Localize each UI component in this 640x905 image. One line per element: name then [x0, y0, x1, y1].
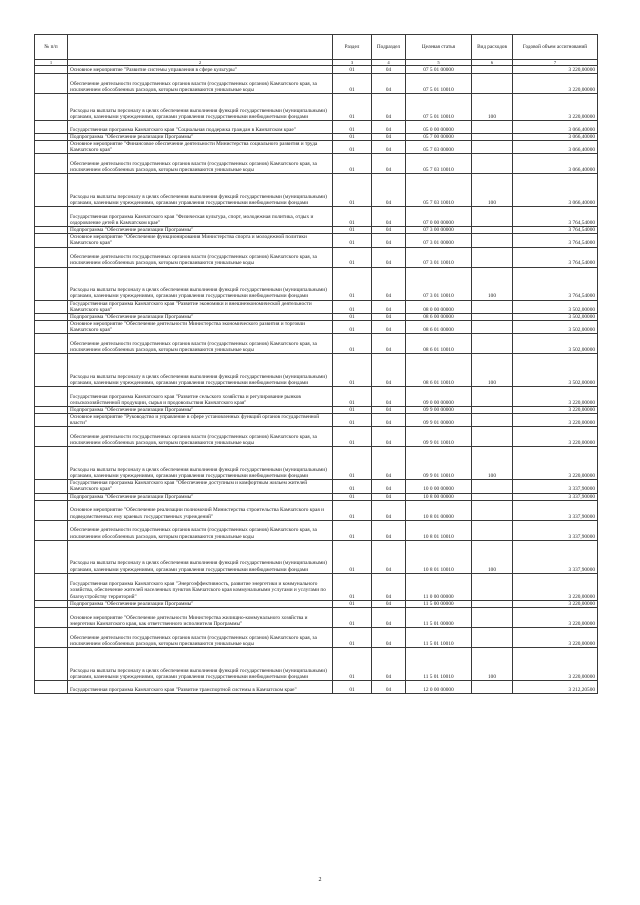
row-number-cell: [35, 134, 68, 141]
row-subsection-cell: 04: [372, 313, 406, 320]
row-name-cell: Обеспечение деятельности государственных органов власти (государственных органов) Камчатского края, за исключением обособленных расходов, которым присваиваются уникальные коды: [68, 520, 333, 540]
row-name-cell: Подпрограмма "Обеспечение реализации Программы": [68, 407, 333, 414]
row-name-cell: Обеспечение деятельности государственных органов власти (государственных органов) Камчатского края, за исключением обособленных расходов, которым присваиваются уникальные коды: [68, 334, 333, 354]
row-name-cell: Расходы на выплаты персоналу в целях обеспечения выполнения функций государственными (муниципальными) органами, казенными учреждениями, органами управления государственными внебюджетными фондами: [68, 94, 333, 121]
row-section-cell: 01: [333, 247, 372, 267]
table-row: [35, 493, 598, 500]
row-target-cell: 09 9 01 10010: [406, 447, 472, 480]
row-expense-cell: [472, 74, 513, 94]
row-target-cell: 10 8 01 00000: [406, 500, 472, 520]
row-amount-cell: 3 220,00000: [513, 94, 598, 121]
table-row: [35, 94, 598, 121]
row-amount-cell: 3 066,40000: [513, 121, 598, 134]
row-section-cell: 01: [333, 493, 372, 500]
row-amount-cell: 3 764,54000: [513, 207, 598, 227]
row-subsection-cell: 04: [372, 227, 406, 234]
row-target-cell: 05 7 00 00000: [406, 134, 472, 141]
table-row: [35, 627, 598, 647]
table-row: [35, 320, 598, 333]
table-body: [35, 66, 598, 694]
row-subsection-cell: 04: [372, 480, 406, 493]
row-number-cell: [35, 247, 68, 267]
row-expense-cell: [472, 407, 513, 414]
row-target-cell: 09 9 00 00000: [406, 407, 472, 414]
row-expense-cell: [472, 520, 513, 540]
row-name-cell: Расходы на выплаты персоналу в целях обеспечения выполнения функций государственными (муниципальными) органами, казенными учреждениями, органами управления государственными внебюджетными фондами: [68, 647, 333, 680]
table-row: [35, 407, 598, 414]
row-expense-cell: [472, 414, 513, 427]
row-subsection-cell: 04: [372, 74, 406, 94]
table-row: [35, 520, 598, 540]
row-name-cell: Государственная программа Камчатского края "Физическая культура, спорт, молодежная политика, отдых и оздоровление детей в Камчатском крае": [68, 207, 333, 227]
row-target-cell: 11 5 01 10010: [406, 627, 472, 647]
row-expense-cell: [472, 134, 513, 141]
row-subsection-cell: 04: [372, 334, 406, 354]
row-number-cell: [35, 647, 68, 680]
row-name-cell: Государственная программа Камчатского края "Социальная поддержка граждан в Камчатском крае": [68, 121, 333, 134]
table-row: [35, 134, 598, 141]
table-row: [35, 647, 598, 680]
row-number-cell: [35, 493, 68, 500]
row-section-cell: 01: [333, 500, 372, 520]
row-name-cell: Расходы на выплаты персоналу в целях обеспечения выполнения функций государственными (муниципальными) органами, казенными учреждениями, органами управления государственными внебюджетными фондами: [68, 447, 333, 480]
row-expense-cell: [472, 320, 513, 333]
row-target-cell: 09 9 01 10010: [406, 427, 472, 447]
row-section-cell: 01: [333, 520, 372, 540]
row-name-cell: Подпрограмма "Обеспечение реализации Программы": [68, 493, 333, 500]
row-target-cell: 07 5 01 10010: [406, 94, 472, 121]
row-target-cell: 05 7 03 10010: [406, 174, 472, 207]
row-amount-cell: 3 212,20500: [513, 680, 598, 693]
row-section-cell: 01: [333, 227, 372, 234]
table-row: [35, 447, 598, 480]
row-target-cell: 09 0 00 00000: [406, 387, 472, 407]
table-row: [35, 573, 598, 600]
row-number-cell: [35, 387, 68, 407]
row-target-cell: 10 8 01 10010: [406, 520, 472, 540]
row-number-cell: [35, 680, 68, 693]
row-expense-cell: [472, 500, 513, 520]
row-section-cell: 01: [333, 647, 372, 680]
row-amount-cell: 3 220,00000: [513, 600, 598, 607]
row-section-cell: 01: [333, 480, 372, 493]
row-amount-cell: 3 066,40000: [513, 154, 598, 174]
row-amount-cell: 3 220,00000: [513, 447, 598, 480]
row-target-cell: 07 3 00 00000: [406, 227, 472, 234]
row-subsection-cell: 04: [372, 447, 406, 480]
row-amount-cell: 3 220,00000: [513, 414, 598, 427]
row-expense-cell: [472, 121, 513, 134]
row-expense-cell: [472, 493, 513, 500]
row-amount-cell: 3 066,40000: [513, 134, 598, 141]
row-target-cell: 05 0 00 00000: [406, 121, 472, 134]
row-name-cell: Подпрограмма "Обеспечение реализации Программы": [68, 600, 333, 607]
row-target-cell: 10 8 01 10010: [406, 540, 472, 573]
row-name-cell: Обеспечение деятельности государственных органов власти (государственных органов) Камчатского края, за исключением обособленных расходов, которым присваиваются уникальные коды: [68, 247, 333, 267]
row-section-cell: 01: [333, 300, 372, 313]
row-target-cell: 10 8 00 00000: [406, 493, 472, 500]
row-target-cell: 11 5 00 00000: [406, 600, 472, 607]
table-row: [35, 427, 598, 447]
row-expense-cell: [472, 427, 513, 447]
row-amount-cell: 3 220,00000: [513, 66, 598, 74]
row-number-cell: [35, 66, 68, 74]
row-name-cell: Обеспечение деятельности государственных органов власти (государственных органов) Камчатского края, за исключением обособленных расходов, которым присваиваются уникальные коды: [68, 74, 333, 94]
row-name-cell: Государственная программа Камчатского края "Энергоэффективность, развитие энергетики и коммунального хозяйства, обеспечение жителей населенных пунктов Камчатского края коммунальными услугами и услугами по благоустройству территорий": [68, 573, 333, 600]
row-section-cell: 01: [333, 607, 372, 627]
row-section-cell: 01: [333, 627, 372, 647]
row-amount-cell: 3 337,90000: [513, 493, 598, 500]
row-expense-cell: 100: [472, 174, 513, 207]
row-section-cell: 01: [333, 154, 372, 174]
row-expense-cell: [472, 334, 513, 354]
row-name-cell: Подпрограмма "Обеспечение реализации Программы": [68, 134, 333, 141]
row-name-cell: Государственная программа Камчатского края "Развитие экономики и внешнеэкономической деятельности Камчатского края": [68, 300, 333, 313]
row-expense-cell: 100: [472, 354, 513, 387]
header-section: Раздел: [333, 35, 372, 60]
table-row: [35, 121, 598, 134]
row-number-cell: [35, 313, 68, 320]
row-subsection-cell: 04: [372, 134, 406, 141]
row-subsection-cell: 04: [372, 174, 406, 207]
row-subsection-cell: 04: [372, 607, 406, 627]
row-expense-cell: [472, 607, 513, 627]
row-name-cell: Расходы на выплаты персоналу в целях обеспечения выполнения функций государственными (муниципальными) органами, казенными учреждениями, органами управления государственными внебюджетными фондами: [68, 354, 333, 387]
row-section-cell: 01: [333, 354, 372, 387]
row-section-cell: 01: [333, 600, 372, 607]
column-number: 4: [372, 60, 406, 66]
row-amount-cell: 3 764,54000: [513, 247, 598, 267]
row-amount-cell: 3 220,00000: [513, 387, 598, 407]
row-subsection-cell: 04: [372, 407, 406, 414]
row-subsection-cell: 04: [372, 320, 406, 333]
row-target-cell: 07 3 01 00000: [406, 234, 472, 247]
table-row: [35, 313, 598, 320]
row-number-cell: [35, 334, 68, 354]
row-expense-cell: [472, 387, 513, 407]
header-expense-type: Вид расходов: [472, 35, 513, 60]
row-number-cell: [35, 427, 68, 447]
row-subsection-cell: 04: [372, 427, 406, 447]
table-row: [35, 300, 598, 313]
row-target-cell: 07 5 01 10010: [406, 74, 472, 94]
table-row: [35, 174, 598, 207]
row-section-cell: 01: [333, 573, 372, 600]
row-subsection-cell: 04: [372, 520, 406, 540]
table-row: [35, 600, 598, 607]
row-name-cell: Обеспечение деятельности государственных органов власти (государственных органов) Камчатского края, за исключением обособленных расходов, которым присваиваются уникальные коды: [68, 154, 333, 174]
row-number-cell: [35, 414, 68, 427]
column-number: 7: [513, 60, 598, 66]
budget-sheet: [34, 34, 597, 694]
row-subsection-cell: 04: [372, 493, 406, 500]
row-number-cell: [35, 520, 68, 540]
row-amount-cell: 3 220,00000: [513, 627, 598, 647]
row-amount-cell: 3 502,00000: [513, 313, 598, 320]
row-number-cell: [35, 94, 68, 121]
page-number: 2: [318, 877, 322, 883]
row-expense-cell: [472, 600, 513, 607]
header-number: № п/п: [35, 35, 68, 60]
row-amount-cell: 3 764,54000: [513, 227, 598, 234]
table-row: [35, 66, 598, 74]
column-number: 2: [68, 60, 333, 66]
row-name-cell: Основное мероприятие "Обеспечение деятельности Министерства жилищно-коммунального хозяйства и энергетики Камчатского края, как ответственного исполнителя Программы": [68, 607, 333, 627]
row-section-cell: 01: [333, 74, 372, 94]
row-target-cell: 11 5 01 00000: [406, 607, 472, 627]
row-number-cell: [35, 573, 68, 600]
row-target-cell: 11 5 01 10010: [406, 647, 472, 680]
row-section-cell: 01: [333, 174, 372, 207]
row-amount-cell: 3 220,00000: [513, 647, 598, 680]
row-subsection-cell: 04: [372, 500, 406, 520]
column-number: 6: [472, 60, 513, 66]
row-amount-cell: 3 220,00000: [513, 427, 598, 447]
table-row: [35, 207, 598, 227]
row-section-cell: 01: [333, 121, 372, 134]
row-section-cell: 01: [333, 320, 372, 333]
row-target-cell: 11 0 00 00000: [406, 573, 472, 600]
row-amount-cell: 3 066,40000: [513, 174, 598, 207]
row-number-cell: [35, 407, 68, 414]
row-number-cell: [35, 121, 68, 134]
table-row: [35, 227, 598, 234]
table-row: [35, 480, 598, 493]
row-section-cell: 01: [333, 407, 372, 414]
table-row: [35, 154, 598, 174]
row-subsection-cell: 04: [372, 573, 406, 600]
row-expense-cell: [472, 573, 513, 600]
row-amount-cell: 3 337,90000: [513, 520, 598, 540]
row-name-cell: Основное мероприятие "Обеспечение функционирования Министерства спорта и молодежной политики Камчатского края": [68, 234, 333, 247]
table-row: [35, 607, 598, 627]
row-section-cell: 01: [333, 207, 372, 227]
row-subsection-cell: 04: [372, 94, 406, 121]
row-amount-cell: 3 502,00000: [513, 334, 598, 354]
row-target-cell: 07 3 01 10010: [406, 247, 472, 267]
row-target-cell: 07 5 01 00000: [406, 66, 472, 74]
header-name: [68, 35, 333, 60]
row-number-cell: [35, 227, 68, 234]
column-number: 1: [35, 60, 68, 66]
row-section-cell: 01: [333, 141, 372, 154]
row-target-cell: 08 6 00 00000: [406, 313, 472, 320]
row-target-cell: 07 3 01 10010: [406, 267, 472, 300]
row-subsection-cell: 04: [372, 627, 406, 647]
row-name-cell: Основное мероприятие "Развитие системы управления в сфере культуры": [68, 66, 333, 74]
row-amount-cell: 3 502,00000: [513, 354, 598, 387]
row-number-cell: [35, 320, 68, 333]
row-subsection-cell: 04: [372, 141, 406, 154]
row-number-cell: [35, 480, 68, 493]
row-section-cell: 01: [333, 267, 372, 300]
column-number: 5: [406, 60, 472, 66]
row-name-cell: Расходы на выплаты персоналу в целях обеспечения выполнения функций государственными (муниципальными) органами, казенными учреждениями, органами управления государственными внебюджетными фондами: [68, 174, 333, 207]
row-name-cell: Расходы на выплаты персоналу в целях обеспечения выполнения функций государственными (муниципальными) органами, казенными учреждениями, органами управления государственными внебюджетными фондами: [68, 540, 333, 573]
table-row: [35, 414, 598, 427]
row-expense-cell: [472, 480, 513, 493]
row-section-cell: 01: [333, 387, 372, 407]
row-expense-cell: [472, 154, 513, 174]
row-amount-cell: 3 337,90000: [513, 540, 598, 573]
row-number-cell: [35, 600, 68, 607]
row-name-cell: Подпрограмма "Обеспечение реализации Программы": [68, 227, 333, 234]
row-amount-cell: 3 066,40000: [513, 141, 598, 154]
row-name-cell: Государственная программа Камчатского края "Обеспечение доступным и комфортным жильем жителей Камчатского края": [68, 480, 333, 493]
table-row: [35, 680, 598, 693]
table-row: [35, 74, 598, 94]
row-expense-cell: [472, 227, 513, 234]
row-subsection-cell: 04: [372, 600, 406, 607]
header-row: [35, 35, 598, 60]
row-expense-cell: [472, 313, 513, 320]
row-target-cell: 08 6 01 00000: [406, 320, 472, 333]
row-number-cell: [35, 74, 68, 94]
row-amount-cell: 3 220,00000: [513, 573, 598, 600]
row-section-cell: 01: [333, 427, 372, 447]
row-subsection-cell: 04: [372, 121, 406, 134]
table-row: [35, 540, 598, 573]
table-row: [35, 267, 598, 300]
column-number: 3: [333, 60, 372, 66]
row-name-cell: Государственная программа Камчатского края "Развитие транспортной системы в Камчатском крае": [68, 680, 333, 693]
row-number-cell: [35, 154, 68, 174]
row-target-cell: 10 0 00 00000: [406, 480, 472, 493]
row-expense-cell: [472, 680, 513, 693]
row-number-cell: [35, 447, 68, 480]
row-number-cell: [35, 540, 68, 573]
row-target-cell: 05 7 03 10010: [406, 154, 472, 174]
row-expense-cell: [472, 247, 513, 267]
row-target-cell: 07 0 00 00000: [406, 207, 472, 227]
row-number-cell: [35, 267, 68, 300]
row-subsection-cell: 04: [372, 680, 406, 693]
table-row: [35, 234, 598, 247]
row-number-cell: [35, 500, 68, 520]
row-expense-cell: [472, 627, 513, 647]
table-row: [35, 141, 598, 154]
row-number-cell: [35, 234, 68, 247]
row-amount-cell: 3 220,00000: [513, 407, 598, 414]
row-expense-cell: [472, 300, 513, 313]
row-subsection-cell: 04: [372, 414, 406, 427]
row-name-cell: Обеспечение деятельности государственных органов власти (государственных органов) Камчатского края, за исключением обособленных расходов, которым присваиваются уникальные коды: [68, 627, 333, 647]
row-section-cell: 01: [333, 447, 372, 480]
row-expense-cell: 100: [472, 447, 513, 480]
row-target-cell: 12 0 00 00000: [406, 680, 472, 693]
row-name-cell: Основное мероприятие "Обеспечение реализации полномочий Министерства строительства Камчатского края и подведомственных ему краевых государственных учреждений": [68, 500, 333, 520]
row-section-cell: 01: [333, 313, 372, 320]
row-subsection-cell: 04: [372, 154, 406, 174]
row-section-cell: 01: [333, 66, 372, 74]
row-subsection-cell: 04: [372, 66, 406, 74]
header-subsection: Подраздел: [372, 35, 406, 60]
row-subsection-cell: 04: [372, 647, 406, 680]
row-target-cell: 09 9 01 00000: [406, 414, 472, 427]
row-number-cell: [35, 174, 68, 207]
table-row: [35, 500, 598, 520]
row-subsection-cell: 04: [372, 387, 406, 407]
row-amount-cell: 3 764,54000: [513, 234, 598, 247]
row-expense-cell: [472, 207, 513, 227]
row-subsection-cell: 04: [372, 354, 406, 387]
row-number-cell: [35, 627, 68, 647]
row-expense-cell: 100: [472, 540, 513, 573]
row-amount-cell: 3 337,90000: [513, 480, 598, 493]
header-target: Целевая статья: [406, 35, 472, 60]
header-amount: Годовой объем ассигнований: [513, 35, 598, 60]
row-subsection-cell: 04: [372, 207, 406, 227]
row-name-cell: Расходы на выплаты персоналу в целях обеспечения выполнения функций государственными (муниципальными) органами, казенными учреждениями, органами управления государственными внебюджетными фондами: [68, 267, 333, 300]
row-target-cell: 08 6 01 10010: [406, 334, 472, 354]
row-name-cell: Основное мероприятие "Обеспечение деятельности Министерства экономического развития и торговли Камчатского края": [68, 320, 333, 333]
row-section-cell: 01: [333, 234, 372, 247]
budget-table: [34, 34, 598, 694]
row-target-cell: 08 0 00 00000: [406, 300, 472, 313]
row-section-cell: 01: [333, 94, 372, 121]
row-section-cell: 01: [333, 540, 372, 573]
row-number-cell: [35, 354, 68, 387]
row-subsection-cell: 04: [372, 234, 406, 247]
row-target-cell: 05 7 03 00000: [406, 141, 472, 154]
table-row: [35, 334, 598, 354]
row-expense-cell: 100: [472, 647, 513, 680]
row-amount-cell: 3 220,00000: [513, 74, 598, 94]
table-row: [35, 387, 598, 407]
row-name-cell: Обеспечение деятельности государственных органов власти (государственных органов) Камчатского края, за исключением обособленных расходов, которым присваиваются уникальные коды: [68, 427, 333, 447]
row-amount-cell: 3 764,54000: [513, 267, 598, 300]
row-number-cell: [35, 607, 68, 627]
row-amount-cell: 3 220,00000: [513, 607, 598, 627]
row-amount-cell: 3 337,90000: [513, 500, 598, 520]
row-name-cell: Основное мероприятие "Финансовое обеспечение деятельности Министерства социального развития и труда Камчатского края": [68, 141, 333, 154]
row-subsection-cell: 04: [372, 247, 406, 267]
row-number-cell: [35, 300, 68, 313]
table-row: [35, 354, 598, 387]
row-number-cell: [35, 207, 68, 227]
row-section-cell: 01: [333, 414, 372, 427]
row-name-cell: Основное мероприятие "Руководство и управление в сфере установленных функций органов государственной власти": [68, 414, 333, 427]
row-subsection-cell: 04: [372, 267, 406, 300]
row-subsection-cell: 04: [372, 540, 406, 573]
row-expense-cell: [472, 66, 513, 74]
row-expense-cell: 100: [472, 267, 513, 300]
row-section-cell: 01: [333, 134, 372, 141]
row-amount-cell: 3 502,00000: [513, 300, 598, 313]
row-expense-cell: [472, 141, 513, 154]
table-row: [35, 247, 598, 267]
row-name-cell: Подпрограмма "Обеспечение реализации Программы": [68, 313, 333, 320]
row-subsection-cell: 04: [372, 300, 406, 313]
row-section-cell: 01: [333, 334, 372, 354]
row-amount-cell: 3 502,00000: [513, 320, 598, 333]
row-expense-cell: 100: [472, 94, 513, 121]
row-expense-cell: [472, 234, 513, 247]
row-section-cell: 01: [333, 680, 372, 693]
row-target-cell: 08 6 01 10010: [406, 354, 472, 387]
row-number-cell: [35, 141, 68, 154]
row-name-cell: Государственная программа Камчатского края "Развитие сельского хозяйства и регулирование рынков сельскохозяйственной продукции, сырья и продовольствия Камчатского края": [68, 387, 333, 407]
